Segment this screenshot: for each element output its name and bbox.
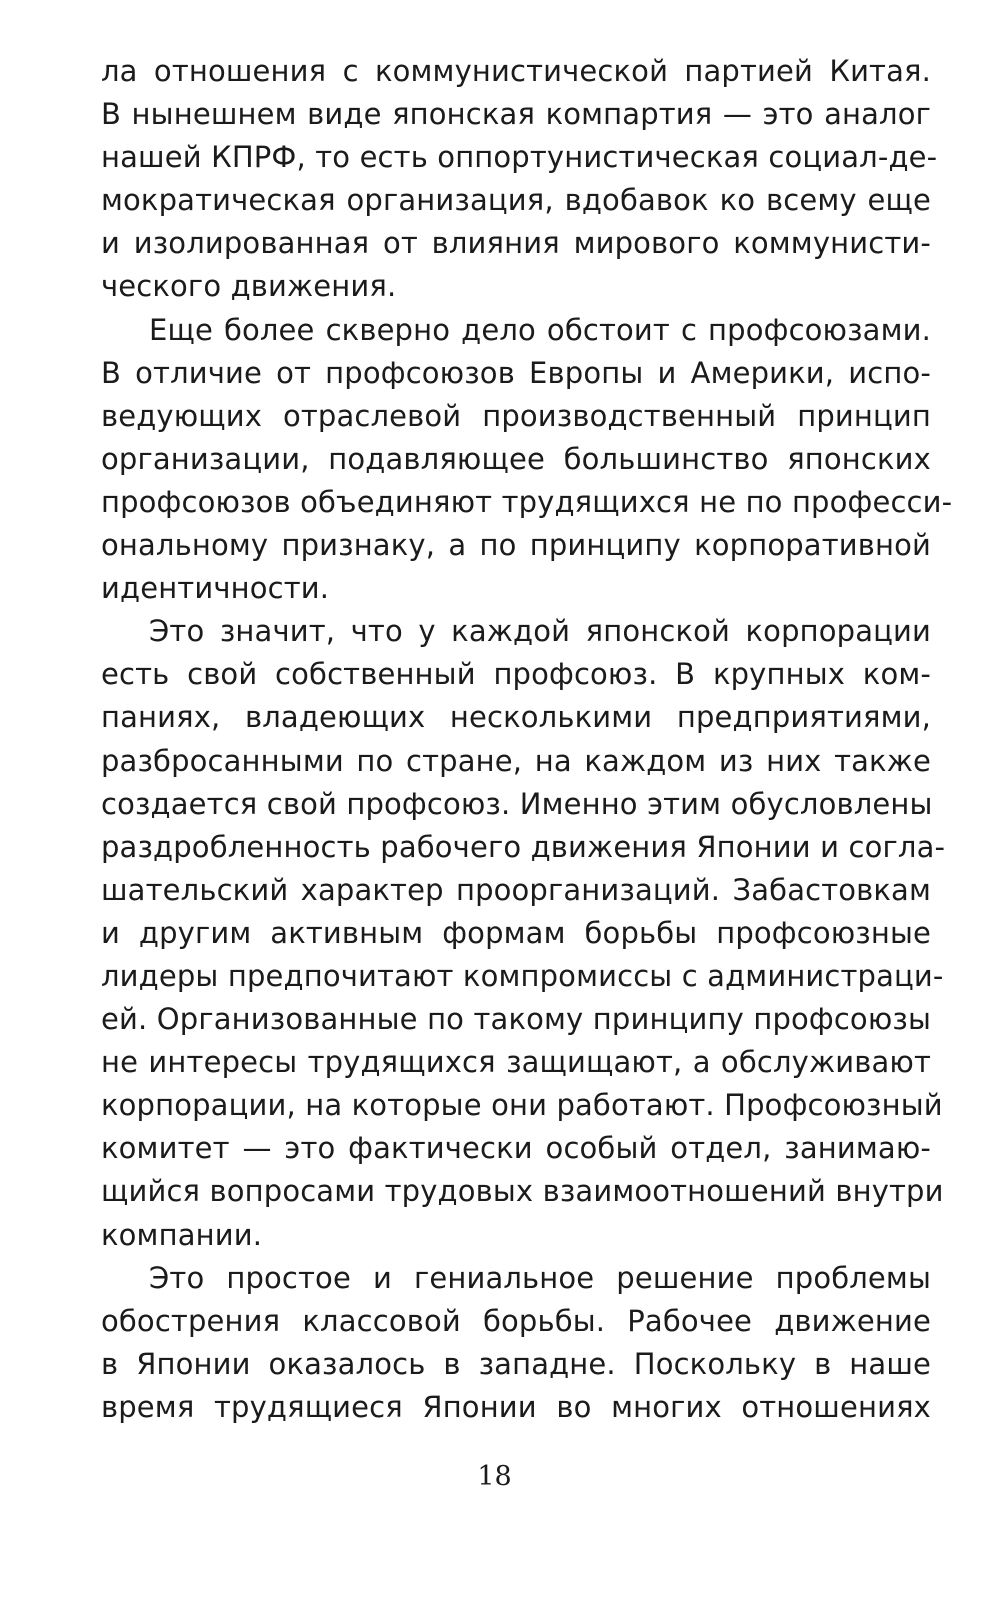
text-line: паниях, владеющих несколькими предприятиями, bbox=[101, 700, 931, 735]
text-line: разбросанными по стране, на каждом из них также bbox=[101, 743, 931, 778]
text-line: ла отношения с коммунистической партией Китая. bbox=[101, 54, 931, 88]
text-line: создается свой профсоюз. Именно этим обусловлены bbox=[101, 786, 933, 821]
text-line: идентичности. bbox=[101, 571, 330, 606]
text-line: в Японии оказалось в западне. Поскольку в наше bbox=[101, 1346, 931, 1381]
text-line: щийся вопросами трудовых взаимоотношений внутри bbox=[101, 1174, 944, 1209]
text-line: и другим активным формам борьбы профсоюзные bbox=[101, 915, 931, 950]
text-line: ведующих отраслевой производственный принцип bbox=[101, 398, 931, 433]
text-line: Это значит, что у каждой японской корпорации bbox=[149, 614, 931, 649]
text-line: и изолированная от влияния мирового коммунисти- bbox=[101, 226, 931, 261]
text-line: есть свой собственный профсоюз. В крупных ком- bbox=[101, 657, 931, 692]
text-line: обострения классовой борьбы. Рабочее движение bbox=[101, 1303, 931, 1338]
text-line: профсоюзов объединяют трудящихся не по професси- bbox=[101, 484, 953, 519]
text-line: ческого движения. bbox=[101, 269, 397, 304]
text-line: В отличие от профсоюзов Европы и Америки, испо- bbox=[101, 355, 931, 390]
text-line: компании. bbox=[101, 1217, 263, 1252]
text-line: корпорации, на которые они работают. Профсоюзный bbox=[101, 1088, 943, 1123]
text-line: шательский характер проорганизаций. Забастовкам bbox=[101, 872, 931, 907]
body-text bbox=[101, 50, 953, 1429]
text-line: время трудящиеся Японии во многих отношениях bbox=[101, 1389, 931, 1424]
text-line: организации, подавляющее большинство японских bbox=[101, 441, 931, 476]
text-line: Еще более скверно дело обстоит с профсоюзами. bbox=[149, 312, 931, 347]
text-line: мократическая организация, вдобавок ко всему еще bbox=[101, 183, 931, 218]
text-line: Это простое и гениальное решение проблемы bbox=[149, 1260, 931, 1295]
text-line: ональному признаку, а по принципу корпоративной bbox=[101, 528, 931, 563]
text-line: В нынешнем виде японская компартия — это аналог bbox=[101, 97, 931, 132]
page-number: 18 bbox=[477, 1461, 512, 1492]
text-line: нашей КПРФ, то есть оппортунистическая социал-де- bbox=[101, 140, 938, 175]
text-line: ей. Организованные по такому принципу профсоюзы bbox=[101, 1002, 931, 1037]
text-line: раздробленность рабочего движения Японии и согла- bbox=[101, 829, 946, 864]
text-line: не интересы трудящихся защищают, а обслуживают bbox=[101, 1045, 931, 1080]
text-line: комитет — это фактически особый отдел, занимаю- bbox=[101, 1131, 931, 1166]
text-line: лидеры предпочитают компромиссы с администраци- bbox=[101, 958, 944, 993]
